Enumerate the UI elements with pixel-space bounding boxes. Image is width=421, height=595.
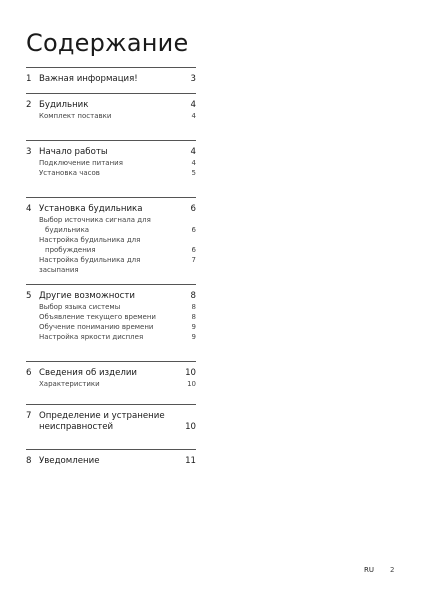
toc-subentry[interactable] (26, 255, 196, 275)
subentry-title: Выбор языка системы (39, 303, 121, 311)
toc-section-8 (26, 449, 196, 467)
section-number: 3 (26, 147, 32, 157)
section-number: 8 (26, 456, 32, 466)
section-divider (26, 67, 196, 68)
section-title: Другие возможности (39, 291, 135, 301)
section-number: 5 (26, 291, 32, 301)
section-title: Установка будильника (39, 204, 143, 214)
page-number: 8 (190, 291, 196, 301)
page-number: 11 (185, 456, 196, 466)
toc-subentry[interactable] (26, 332, 196, 342)
toc-entry[interactable] (26, 368, 196, 379)
toc-subentry[interactable] (26, 379, 196, 389)
page-number: 5 (191, 169, 196, 177)
toc-section-1 (26, 67, 196, 85)
section-number: 2 (26, 100, 32, 110)
toc-subentry[interactable] (26, 235, 196, 245)
section-title: Будильник (39, 100, 89, 110)
page-title: Содержание (26, 29, 189, 57)
toc-section-3 (26, 140, 196, 178)
subentry-title: Характеристики (39, 380, 100, 388)
section-number: 1 (26, 74, 32, 84)
page-number: 8 (191, 313, 196, 321)
page-number: 10 (187, 380, 196, 388)
section-divider (26, 140, 196, 141)
section-number: 7 (26, 411, 32, 421)
subentry-title: Настройка будильника для засыпания (39, 256, 141, 274)
page-number-footer: 2 (390, 566, 395, 574)
toc-subentry[interactable] (26, 302, 196, 312)
section-divider (26, 197, 196, 198)
subentry-title: Настройка будильника для (39, 236, 141, 244)
toc-entry[interactable] (26, 147, 196, 158)
toc-subentry[interactable] (26, 111, 196, 121)
toc-section-2 (26, 93, 196, 121)
language-code: RU (364, 566, 374, 574)
section-title: Начало работы (39, 147, 108, 157)
page-number: 3 (190, 74, 196, 84)
toc-entry[interactable] (26, 100, 196, 111)
section-divider (26, 361, 196, 362)
page-number: 8 (191, 303, 196, 311)
toc-section-4 (26, 197, 196, 275)
page-number: 6 (191, 226, 196, 234)
toc-subentry[interactable] (26, 322, 196, 332)
subentry-title: Настройка яркости дисплея (39, 333, 144, 341)
toc-entry[interactable] (26, 411, 196, 422)
subentry-title: Объявление текущего времени (39, 313, 156, 321)
subentry-title: пробуждения (45, 246, 96, 254)
toc-subentry[interactable] (26, 245, 196, 255)
page-number: 4 (190, 147, 196, 157)
section-divider (26, 93, 196, 94)
section-number: 4 (26, 204, 32, 214)
subentry-title: Комплект поставки (39, 112, 112, 120)
subentry-title: Обучение пониманию времени (39, 323, 154, 331)
section-divider (26, 449, 196, 450)
toc-subentry[interactable] (26, 158, 196, 168)
section-divider (26, 284, 196, 285)
page-number: 4 (191, 159, 196, 167)
page-number: 10 (185, 368, 196, 378)
toc-subentry[interactable] (26, 312, 196, 322)
section-title: Важная информация! (39, 74, 138, 84)
section-number: 6 (26, 368, 32, 378)
toc-entry[interactable] (26, 291, 196, 302)
subentry-title: Выбор источника сигнала для (39, 216, 151, 224)
section-title: Определение и устранение (39, 411, 165, 421)
subentry-title: будильника (45, 226, 90, 234)
toc-section-6 (26, 361, 196, 389)
toc-section-7 (26, 404, 196, 433)
toc-entry[interactable] (26, 456, 196, 467)
toc-section-5 (26, 284, 196, 342)
page-number: 7 (191, 256, 196, 264)
toc-entry-continuation[interactable] (26, 422, 196, 433)
subentry-title: Установка часов (39, 169, 100, 177)
page-number: 9 (191, 323, 196, 331)
section-title-line2: неисправностей (39, 422, 114, 432)
page-number: 6 (190, 204, 196, 214)
section-title: Сведения об изделии (39, 368, 138, 378)
toc-entry[interactable] (26, 74, 196, 85)
section-title: Уведомление (39, 456, 100, 466)
page-number: 4 (191, 112, 196, 120)
page-number: 4 (190, 100, 196, 110)
toc-subentry[interactable] (26, 168, 196, 178)
page-number: 10 (185, 422, 196, 432)
toc-subentry[interactable] (26, 215, 196, 225)
toc-entry[interactable] (26, 204, 196, 215)
toc-subentry[interactable] (26, 225, 196, 235)
section-divider (26, 404, 196, 405)
page-number: 9 (191, 333, 196, 341)
subentry-title: Подключение питания (39, 159, 123, 167)
page-number: 6 (191, 246, 196, 254)
